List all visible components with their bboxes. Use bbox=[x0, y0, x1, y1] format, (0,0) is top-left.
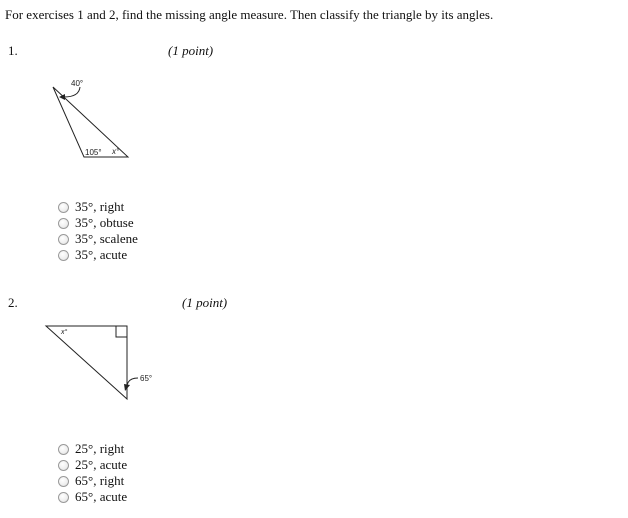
radio-button[interactable] bbox=[58, 218, 69, 229]
question-1-choice-a[interactable] bbox=[56, 199, 138, 215]
choice-label: 35°, right bbox=[75, 199, 125, 214]
angle-x-label: x° bbox=[112, 147, 120, 156]
question-2-choice-b[interactable] bbox=[56, 457, 127, 473]
angle-40-pointer bbox=[64, 87, 80, 97]
choice-label: 25°, acute bbox=[75, 457, 128, 472]
radio-button[interactable] bbox=[58, 250, 69, 261]
choice-label: 65°, acute bbox=[75, 489, 128, 504]
choice-label: 35°, scalene bbox=[75, 231, 138, 246]
radio-button[interactable] bbox=[58, 202, 69, 213]
radio-button[interactable] bbox=[58, 460, 69, 471]
right-angle-marker bbox=[116, 326, 127, 337]
question-1-number: 1. bbox=[8, 43, 18, 58]
radio-button[interactable] bbox=[58, 476, 69, 487]
choice-label: 35°, acute bbox=[75, 247, 128, 262]
choice-label: 65°, right bbox=[75, 473, 125, 488]
angle-x-label: x° bbox=[61, 329, 68, 336]
question-1-points: (1 point) bbox=[168, 43, 214, 58]
question-1-choice-d[interactable] bbox=[56, 247, 138, 263]
angle-bottom-left-label: 105° bbox=[85, 148, 102, 157]
choice-label: 35°, obtuse bbox=[75, 215, 134, 230]
radio-button[interactable] bbox=[58, 234, 69, 245]
question-1-choice-c[interactable] bbox=[56, 231, 138, 247]
radio-button[interactable] bbox=[58, 444, 69, 455]
angle-top-label: 40° bbox=[71, 79, 84, 88]
question-2-choice-c[interactable] bbox=[56, 473, 127, 489]
question-1-triangle-figure bbox=[40, 72, 140, 164]
question-2-points: (1 point) bbox=[182, 295, 228, 310]
angle-65-label: 65° bbox=[140, 374, 153, 383]
triangle-2-shape bbox=[46, 326, 127, 399]
question-2-choices bbox=[56, 441, 127, 505]
question-2-choice-a[interactable] bbox=[56, 441, 127, 457]
radio-button[interactable] bbox=[58, 492, 69, 503]
question-1-choices bbox=[56, 199, 138, 263]
question-2-number: 2. bbox=[8, 295, 18, 310]
instructions-text: For exercises 1 and 2, find the missing angle measure. Then classify the triangle by its angles. bbox=[5, 7, 494, 22]
question-2-triangle-figure bbox=[40, 318, 170, 408]
question-2-choice-d[interactable] bbox=[56, 489, 127, 505]
choice-label: 25°, right bbox=[75, 441, 125, 456]
question-1-choice-b[interactable] bbox=[56, 215, 138, 231]
